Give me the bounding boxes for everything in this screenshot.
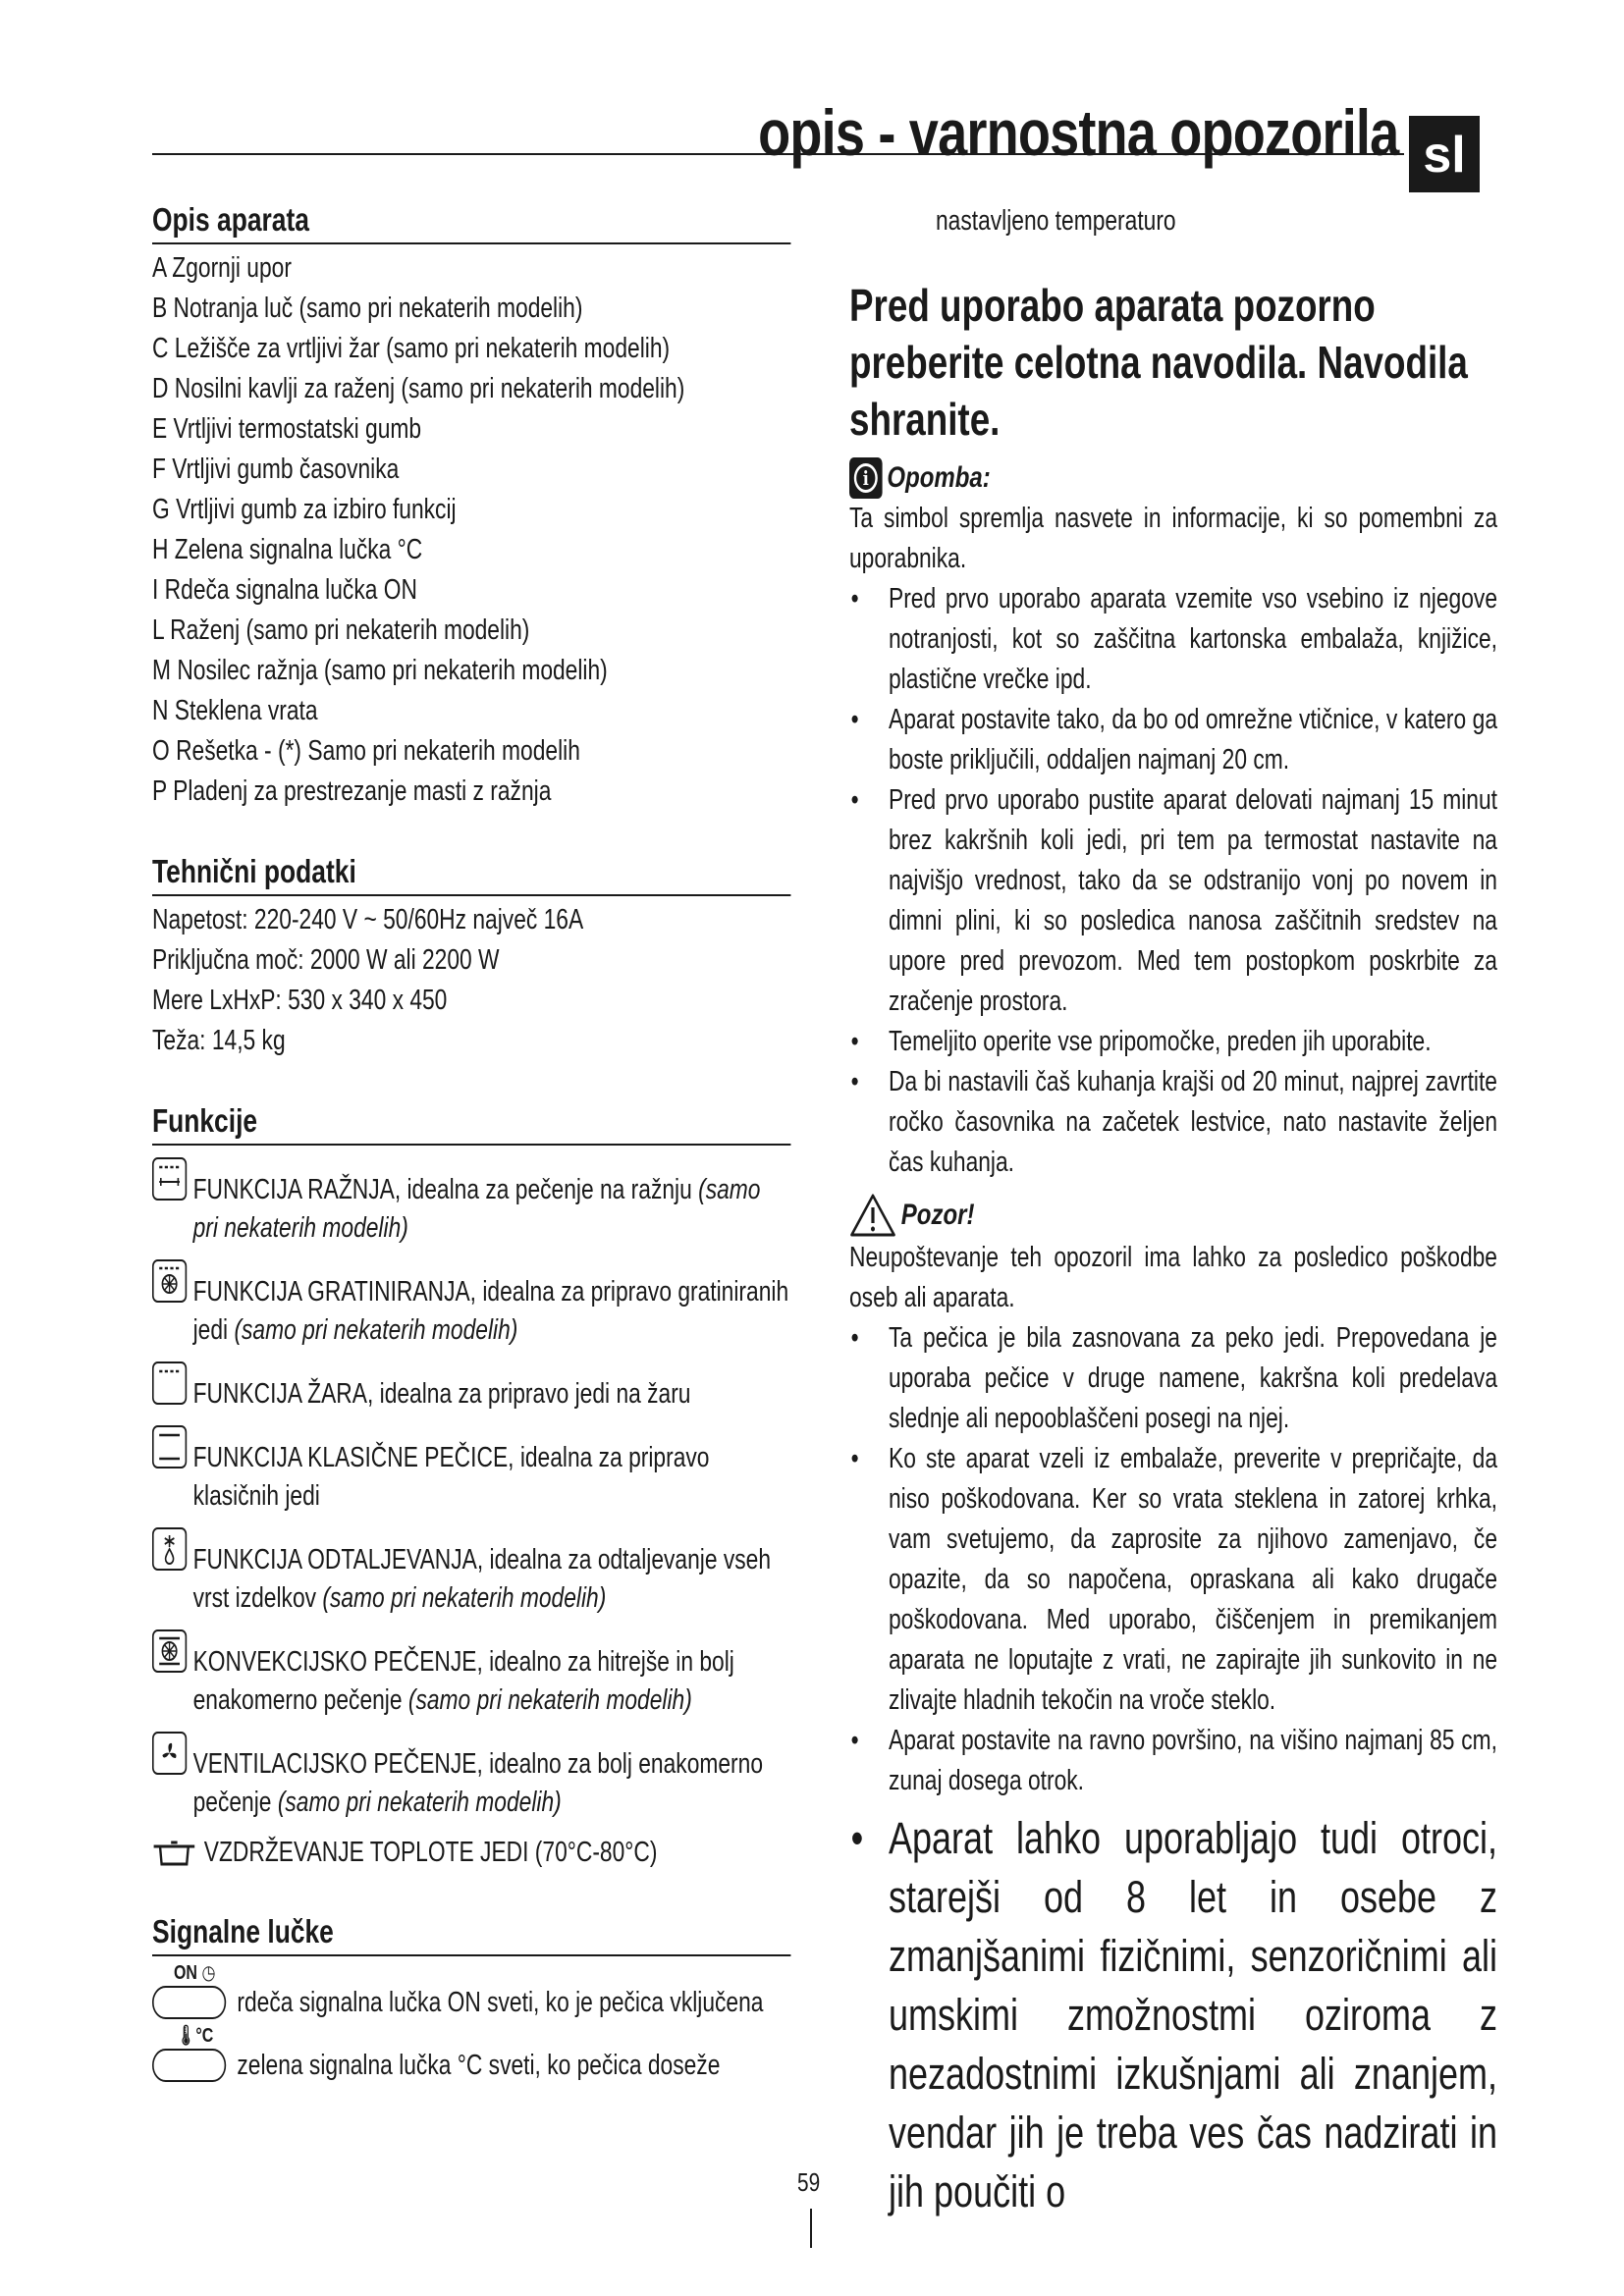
continuation-text: nastavljeno temperaturo [936,205,1176,237]
list-item: C Ležišče za vrtljivi žar (samo pri nekaterih modelih) [152,333,671,364]
list-item: • Temeljito operite vse pripomočke, preden jih uporabite. [850,1026,1432,1057]
list-item: G Vrtljivi gumb za izbiro funkcij [152,494,457,525]
defrost-icon [152,1527,187,1571]
list-item: • Pred prvo uporabo aparata vzemite vso vsebino iz njegove notranjosti, kot so zaščitna kartonska embalaža, knjižice, plastične vrečke ipd. [850,583,1497,695]
warning-label: Pozor! [900,1199,975,1231]
function-item [152,1362,790,1414]
grill-icon [152,1362,187,1405]
list-item: • Aparat postavite na ravno površino, na višino najmanj 85 cm, zunaj dosega otrok. [850,1725,1497,1796]
green-lamp-icon [152,2049,226,2082]
page-number-tick [810,2209,812,2248]
list-item: E Vrtljivi termostatski gumb [152,413,422,445]
function-note: (samo pri nekaterih modelih) [407,1684,692,1716]
left-column [152,201,790,2082]
function-label: VZDRŽEVANJE TOPLOTE JEDI (70°C-80°C) [203,1837,658,1868]
list-item: • Aparat lahko uporabljajo tudi otroci, starejši od 8 let in osebe z zmanjšanimi fizičnimi, senzoričnimi ali umskimi zmožnostmi oziroma z nezadostnimi izkušnjami ali znanjem, vendar jih je treba ves čas nadzirati in jih poučiti o [850,1813,1497,2216]
note-text: Ta simbol spremlja nasvete in informacije, ki so pomembni za uporabnika. [849,503,1497,574]
tech-title: Tehnični podatki [152,853,790,896]
warning-icon [849,1193,896,1238]
function-label: VENTILACIJSKO PEČENJE, idealno za bolj enakomerno pečenje [192,1748,764,1818]
function-item [152,1157,790,1248]
function-label: FUNKCIJA KLASIČNE PEČICE, idealna za pripravo klasičnih jedi [192,1442,710,1512]
function-note: (samo pri nekaterih modelih) [234,1314,518,1346]
rotisserie-icon [152,1157,187,1201]
right-column [849,201,1497,2221]
warning-header [849,1193,1497,1238]
list-item: H Zelena signalna lučka °C [152,534,423,565]
function-item [152,1425,790,1516]
thermometer-icon: 🌡 [176,2025,196,2047]
main-heading: Pred uporabo aparata pozorno preberite celotna navodila. Navodila shranite. [849,280,1468,445]
temp-label: °C [195,2025,214,2047]
list-item: F Vrtljivi gumb časovnika [152,454,400,485]
function-item [152,1259,790,1350]
keep-warm-pot-icon [152,1839,196,1868]
list-item: • Ko ste aparat vzeli iz embalaže, preverite v prepričajte, da niso poškodovana. Ker so vrata steklena in zatorej krhka, vam svetujemo, da zaprosite za njihovo zamenjavo, če opazite, da so napočena, opraskana ali kako drugače poškodovana. Med uporabo, čiščenjem in premikanjem aparata ne loputajte z vrati, ne zapirajte jih sunkovito in ne zlivajte hladnih tekočin na vroče steklo. [850,1443,1497,1716]
function-note: (samo pri nekaterih modelih) [322,1582,607,1614]
function-item [152,1834,790,1872]
language-badge: sl [1409,116,1480,192]
convection-icon [152,1629,187,1673]
list-item: Teža: 14,5 kg [152,1025,286,1056]
opis-list [152,248,790,812]
function-item [152,1527,790,1618]
page-number: 59 [797,2167,821,2197]
function-label: FUNKCIJA ODTALJEVANJA, idealna za odtaljevanje vseh vrst izdelkov [192,1544,772,1614]
list-item: • Aparat postavite tako, da bo od omrežne vtičnice, v katero ga boste priključili, oddaljen najmanj 20 cm. [850,704,1497,775]
list-item: Napetost: 220-240 V ~ 50/60Hz največ 16A [152,904,584,935]
clock-icon: ◷ [201,1962,216,1984]
list-item: L Raženj (samo pri nekaterih modelih) [152,614,530,646]
warning-text: Neupoštevanje teh opozoril ima lahko za posledico poškodbe oseb ali aparata. [849,1242,1497,1313]
list-item: P Pladenj za prestrezanje masti z ražnja [152,775,552,807]
function-note: (samo pri nekaterih modelih) [277,1787,562,1818]
info-icon: i [849,457,883,499]
list-item: N Steklena vrata [152,695,318,726]
page-title: opis - varnostna opozorila [757,96,1398,169]
green-lamp-text: zelena signalna lučka °C sveti, ko pečica doseže [237,2050,721,2081]
list-item: Mere LxHxP: 530 x 340 x 450 [152,985,448,1016]
list-item: D Nosilni kavlji za raženj (samo pri nekaterih modelih) [152,373,685,404]
function-item [152,1732,790,1822]
list-item: • Pred prvo uporabo pustite aparat delovati najmanj 15 minut brez kakršnih koli jedi, pri tem pa termostat nastavite na najvišjo vrednost, tako da se odstranijo vonj po novem in dimni plini, ki so posledica nanosa zaščitnih sredstev na upore pred prevozom. Med tem postopkom poskrbite za zračenje prostora. [850,784,1497,1017]
function-label: KONVEKCIJSKO PEČENJE, idealno za hitrejše in bolj enakomerno pečenje [192,1646,734,1716]
list-item: • Ta pečica je bila zasnovana za peko jedi. Prepovedana je uporaba pečice v druge namene, kakršna koli predelava slednje ali nepooblaščeni posegi na njej. [850,1322,1497,1434]
list-item: I Rdeča signalna lučka ON [152,574,417,606]
note-label: Opomba: [887,461,991,494]
green-lamp-row [152,2023,790,2082]
red-lamp-icon [152,1986,226,2019]
list-item: O Rešetka - (*) Samo pri nekaterih modelih [152,735,580,767]
conventional-oven-icon [152,1425,187,1468]
fan-icon [152,1732,187,1775]
list-item: Priključna moč: 2000 W ali 2200 W [152,944,500,976]
funkcije-title: Funkcije [152,1102,790,1146]
function-item [152,1629,790,1720]
list-item: • Da bi nastavili čaš kuhanja krajši od 20 minut, najprej zavrtite ročko časovnika na začetek lestvice, nato nastavite željen čas kuhanja. [850,1066,1497,1178]
note-header [849,457,1497,499]
list-item: B Notranja luč (samo pri nekaterih modelih) [152,293,583,324]
on-label: ON [173,1962,197,1984]
function-label: FUNKCIJA ŽARA, idealna za pripravo jedi na žaru [192,1378,691,1410]
opis-title: Opis aparata [152,201,790,244]
lucke-title: Signalne lučke [152,1913,790,1956]
red-lamp-row [152,1960,790,2019]
tech-list [152,900,790,1061]
function-note: (samo pri nekaterih modelih) [192,1174,761,1244]
red-lamp-text: rdeča signalna lučka ON sveti, ko je pečica vključena [237,1987,764,2018]
list-item: M Nosilec ražnja (samo pri nekaterih modelih) [152,655,608,686]
list-item: A Zgornji upor [152,252,292,284]
function-label: FUNKCIJA GRATINIRANJA, idealna za pripravo gratiniranih jedi [192,1276,789,1346]
function-label: FUNKCIJA RAŽNJA, idealna za pečenje na ražnju [192,1174,699,1205]
funkcije-list [152,1157,790,1872]
grill-fan-icon [152,1259,187,1303]
